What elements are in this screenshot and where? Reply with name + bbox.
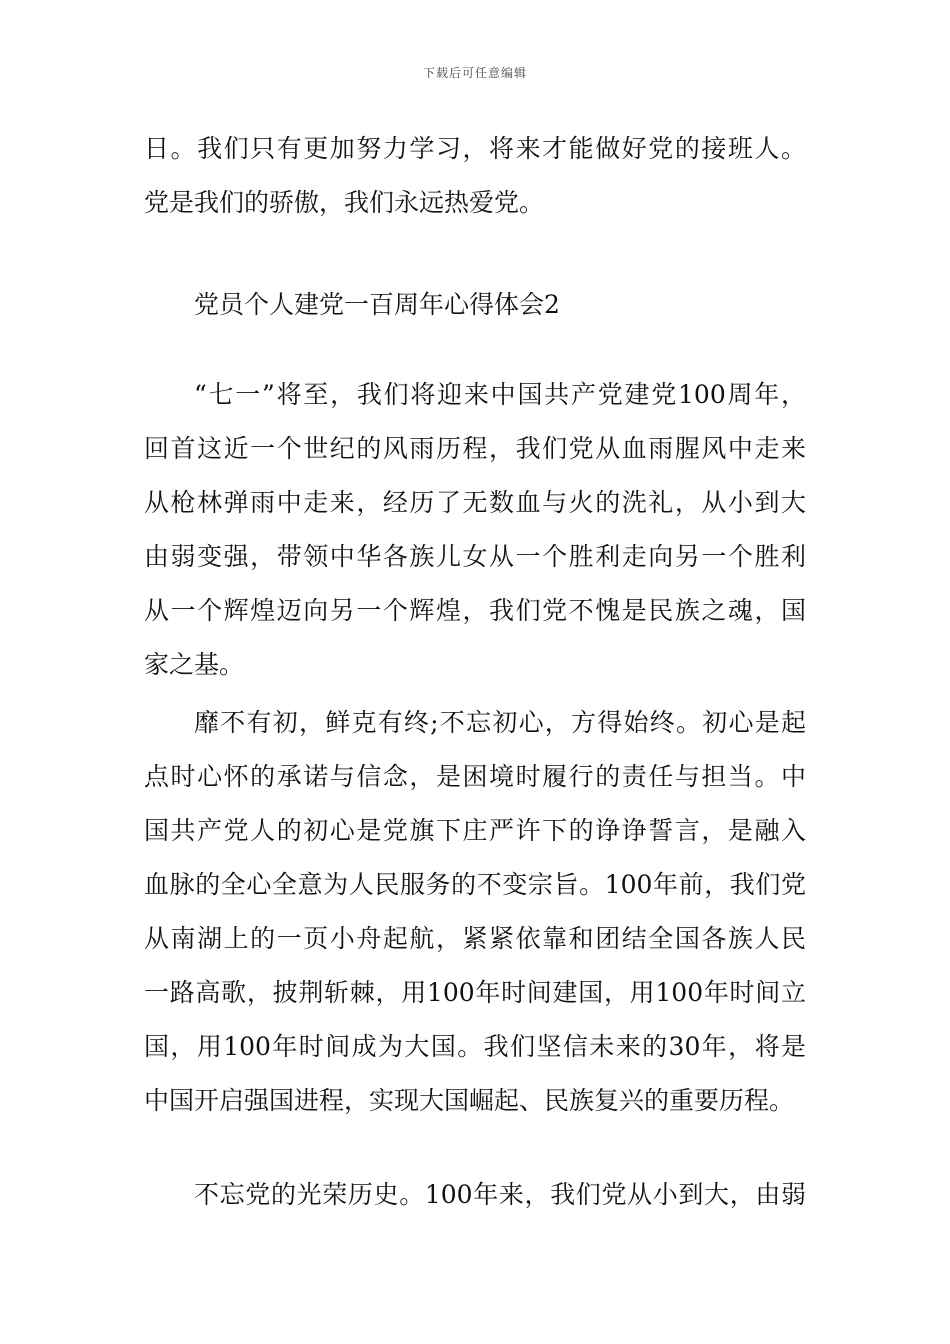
text-line: 由弱变强，带领中华各族儿女从一个胜利走向另一个胜利 [144,542,806,571]
text-line: 国，用100年时间成为大国。我们坚信未来的30年，将是 [144,1032,806,1061]
paragraph-glorious-history [144,1168,806,1222]
page-header: 下载后可任意编辑 [422,66,527,80]
text-line: 回首这近一个世纪的风雨历程，我们党从血雨腥风中走来 [144,434,806,463]
text-line: “七一”将至，我们将迎来中国共产党建党100周年， [194,380,806,409]
text-line: 党是我们的骄傲，我们永远热爱党。 [144,188,545,217]
text-line: 不忘党的光荣历史。100年来，我们党从小到大，由弱 [194,1180,806,1209]
text-line: 从枪林弹雨中走来，经历了无数血与火的洗礼，从小到大 [144,488,806,517]
text-line: 中国开启强国进程，实现大国崛起、民族复兴的重要历程。 [144,1086,795,1115]
text-line: 日。我们只有更加努力学习，将来才能做好党的接班人。 [144,134,806,163]
text-line: 从一个辉煌迈向另一个辉煌，我们党不愧是民族之魂，国 [144,596,806,625]
text-line: 点时心怀的承诺与信念，是困境时履行的责任与担当。中 [144,762,806,791]
text-line: 国共产党人的初心是党旗下庄严许下的诤诤誓言，是融入 [144,816,806,845]
text-line: 血脉的全心全意为人民服务的不变宗旨。100年前，我们党 [144,870,806,899]
text-line: 从南湖上的一页小舟起航，紧紧依靠和团结全国各族人民 [144,924,806,953]
paragraph-original-aspiration [144,696,806,1128]
section-heading: 党员个人建党一百周年心得体会2 [194,290,560,319]
text-line: 家之基。 [144,650,245,679]
paragraph-continuation [144,122,806,230]
text-line: 一路高歌，披荆斩棘，用100年时间建国，用100年时间立 [144,978,806,1007]
paragraph-intro [144,368,806,692]
text-line: 靡不有初，鲜克有终;不忘初心，方得始终。初心是起 [194,708,806,737]
